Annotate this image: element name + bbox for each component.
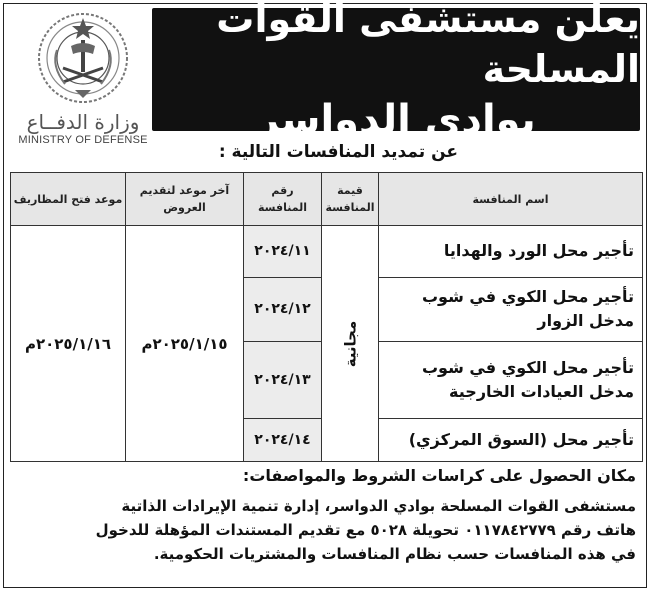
tender-name: تأجير محل الكوي في شوب مدخل العيادات الخارجية [379, 342, 643, 418]
advertisement [3, 0, 647, 588]
tender-name: تأجير محل الكوي في شوب مدخل الزوار [379, 277, 643, 342]
header-name: اسم المنافسة [379, 173, 643, 226]
ministry-of-defense-emblem-icon [31, 10, 135, 106]
logo-english-text: MINISTRY OF DEFENSE [18, 134, 148, 146]
table-header-row [11, 173, 643, 226]
opening-date: ٢٠٢٥/١/١٦م [11, 226, 126, 462]
header-subtitle: بوادي الدواسر [256, 96, 536, 143]
header-title: يعلن مستشفى القوات المسلحة [216, 0, 640, 91]
tender-name: تأجير محل الورد والهدايا [379, 226, 643, 278]
logo-arabic-text: وزارة الدفــاع [26, 110, 140, 134]
ministry-logo [14, 10, 152, 170]
conditions-line: في هذه المنافسات حسب نظام المنافسات والمشتريات الحكومية. [153, 545, 636, 563]
header-banner [152, 0, 640, 143]
header-number: رقم المنافسة [244, 173, 322, 226]
deadline-date: ٢٠٢٥/١/١٥م [126, 226, 244, 462]
conditions-line: مستشفى القوات المسلحة بوادي الدواسر، إدارة تنمية الإيرادات الذاتية [121, 497, 636, 515]
subtitle: عن تمديد المنافسات التالية : [218, 142, 458, 162]
tender-value [322, 226, 379, 462]
conditions-text [10, 494, 636, 566]
header-opening: موعد فتح المظاريف [11, 173, 126, 226]
tender-name: تأجير محل (السوق المركزي) [379, 418, 643, 461]
tender-number: ٢٠٢٤/١٤ [244, 418, 322, 461]
table-row [11, 226, 643, 278]
header-deadline: آخر موعد لتقديم العروض [126, 173, 244, 226]
conditions-title: مكان الحصول على كراسات الشروط والمواصفات: [242, 466, 636, 485]
tenders-table [10, 172, 643, 462]
tender-number: ٢٠٢٤/١٢ [244, 277, 322, 342]
conditions-line: هاتف رقم ٠١١٧٨٤٢٧٧٩ تحويلة ٥٠٢٨ مع تقديم المستندات المؤهلة للدخول [95, 521, 636, 539]
tender-number: ٢٠٢٤/١١ [244, 226, 322, 278]
tender-value-text: مجانية [341, 320, 359, 368]
header-value: قيمة المنافسة [322, 173, 379, 226]
tender-number: ٢٠٢٤/١٣ [244, 342, 322, 418]
